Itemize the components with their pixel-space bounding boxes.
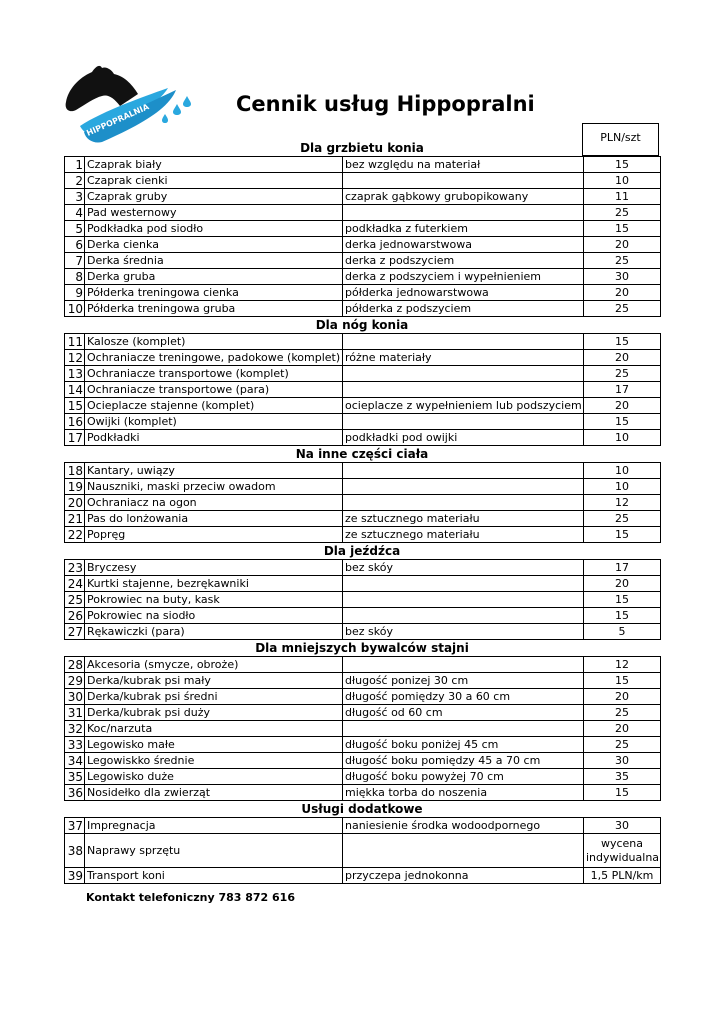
service-description (343, 592, 584, 608)
service-price: 1,5 PLN/km (584, 868, 661, 884)
service-price: 30 (584, 269, 661, 285)
table-row (65, 269, 661, 285)
service-price: 25 (584, 301, 661, 317)
service-description: bez skóy (343, 624, 584, 640)
service-name: Derka gruba (85, 269, 343, 285)
service-description: długość od 60 cm (343, 705, 584, 721)
service-name: Czaprak biały (85, 157, 343, 173)
row-number: 6 (65, 237, 85, 253)
service-description (343, 382, 584, 398)
service-price: 35 (584, 769, 661, 785)
table-row (65, 382, 661, 398)
service-price: 15 (584, 157, 661, 173)
table-row (65, 785, 661, 801)
row-number: 15 (65, 398, 85, 414)
table-row (65, 753, 661, 769)
service-price: 20 (584, 576, 661, 592)
service-description: różne materiały (343, 350, 584, 366)
service-price: 10 (584, 463, 661, 479)
table-row (65, 463, 661, 479)
service-name: Popręg (85, 527, 343, 543)
section-title: Dla jeźdźca (323, 544, 401, 558)
service-description (343, 495, 584, 511)
row-number: 16 (65, 414, 85, 430)
table-row (65, 495, 661, 511)
price-table (64, 462, 661, 543)
service-price: 25 (584, 705, 661, 721)
service-price: 25 (584, 253, 661, 269)
table-row (65, 430, 661, 446)
row-number: 25 (65, 592, 85, 608)
service-description: przyczepa jednokonna (343, 868, 584, 884)
row-number: 22 (65, 527, 85, 543)
price-list (64, 140, 660, 884)
row-number: 20 (65, 495, 85, 511)
table-row (65, 366, 661, 382)
service-price: 15 (584, 527, 661, 543)
service-description (343, 479, 584, 495)
table-row (65, 592, 661, 608)
service-price: 25 (584, 366, 661, 382)
service-name: Naprawy sprzętu (85, 834, 343, 868)
service-name: Półderka treningowa gruba (85, 301, 343, 317)
service-price: 30 (584, 818, 661, 834)
service-description: ocieplacze z wypełnieniem lub podszyciem (343, 398, 584, 414)
section-title: Na inne części ciała (295, 447, 429, 461)
service-price: 11 (584, 189, 661, 205)
table-row (65, 721, 661, 737)
row-number: 4 (65, 205, 85, 221)
table-row (65, 511, 661, 527)
service-description: półderka jednowarstwowa (343, 285, 584, 301)
row-number: 14 (65, 382, 85, 398)
service-description (343, 463, 584, 479)
table-row (65, 673, 661, 689)
service-name: Owijki (komplet) (85, 414, 343, 430)
row-number: 19 (65, 479, 85, 495)
service-description: derka z podszyciem (343, 253, 584, 269)
table-row (65, 334, 661, 350)
service-description (343, 721, 584, 737)
row-number: 1 (65, 157, 85, 173)
service-price: 20 (584, 689, 661, 705)
service-description: ze sztucznego materiału (343, 527, 584, 543)
row-number: 3 (65, 189, 85, 205)
row-number: 18 (65, 463, 85, 479)
row-number: 12 (65, 350, 85, 366)
service-price: 17 (584, 560, 661, 576)
service-description: długość boku powyżej 70 cm (343, 769, 584, 785)
row-number: 8 (65, 269, 85, 285)
service-name: Ochraniacze transportowe (komplet) (85, 366, 343, 382)
table-row (65, 414, 661, 430)
table-row (65, 205, 661, 221)
table-row (65, 737, 661, 753)
row-number: 27 (65, 624, 85, 640)
service-price: 15 (584, 608, 661, 624)
table-row (65, 560, 661, 576)
service-name: Pokrowiec na siodło (85, 608, 343, 624)
service-description: półderka z podszyciem (343, 301, 584, 317)
service-name: Kantary, uwiązy (85, 463, 343, 479)
service-price: 12 (584, 495, 661, 511)
row-number: 9 (65, 285, 85, 301)
table-row (65, 253, 661, 269)
table-row (65, 705, 661, 721)
service-name: Czaprak gruby (85, 189, 343, 205)
table-row (65, 189, 661, 205)
service-name: Półderka treningowa cienka (85, 285, 343, 301)
service-description: derka jednowarstwowa (343, 237, 584, 253)
table-row (65, 689, 661, 705)
table-row (65, 818, 661, 834)
service-price: 15 (584, 221, 661, 237)
service-description (343, 608, 584, 624)
row-number: 31 (65, 705, 85, 721)
service-name: Podkładka pod siodło (85, 221, 343, 237)
row-number: 29 (65, 673, 85, 689)
service-name: Rękawiczki (para) (85, 624, 343, 640)
price-table (64, 656, 661, 801)
table-row (65, 285, 661, 301)
service-name: Pad westernowy (85, 205, 343, 221)
service-name: Transport koni (85, 868, 343, 884)
service-description (343, 576, 584, 592)
row-number: 13 (65, 366, 85, 382)
service-name: Derka średnia (85, 253, 343, 269)
row-number: 38 (65, 834, 85, 868)
row-number: 32 (65, 721, 85, 737)
row-number: 11 (65, 334, 85, 350)
service-name: Derka cienka (85, 237, 343, 253)
service-price: 15 (584, 592, 661, 608)
service-price: 5 (584, 624, 661, 640)
row-number: 35 (65, 769, 85, 785)
row-number: 7 (65, 253, 85, 269)
service-price: 10 (584, 479, 661, 495)
table-row (65, 527, 661, 543)
table-row (65, 769, 661, 785)
price-table (64, 156, 661, 317)
row-number: 5 (65, 221, 85, 237)
service-name: Czaprak cienki (85, 173, 343, 189)
service-description (343, 205, 584, 221)
service-name: Ochraniacz na ogon (85, 495, 343, 511)
table-row (65, 173, 661, 189)
row-number: 2 (65, 173, 85, 189)
service-price: 20 (584, 398, 661, 414)
service-price: 20 (584, 285, 661, 301)
service-description: bez skóy (343, 560, 584, 576)
section-title: Usługi dodatkowe (301, 802, 423, 816)
service-description: długość ponizej 30 cm (343, 673, 584, 689)
service-price: 15 (584, 414, 661, 430)
service-name: Bryczesy (85, 560, 343, 576)
service-name: Legowisko duże (85, 769, 343, 785)
service-price: 10 (584, 173, 661, 189)
row-number: 28 (65, 657, 85, 673)
service-description: długość boku pomiędzy 45 a 70 cm (343, 753, 584, 769)
row-number: 34 (65, 753, 85, 769)
service-description: długość pomiędzy 30 a 60 cm (343, 689, 584, 705)
service-description (343, 173, 584, 189)
price-table (64, 333, 661, 446)
service-description (343, 414, 584, 430)
table-row (65, 868, 661, 884)
service-name: Koc/narzuta (85, 721, 343, 737)
row-number: 33 (65, 737, 85, 753)
table-row (65, 576, 661, 592)
service-name: Kalosze (komplet) (85, 334, 343, 350)
service-description (343, 366, 584, 382)
service-name: Pas do lonżowania (85, 511, 343, 527)
table-row (65, 608, 661, 624)
service-description: derka z podszyciem i wypełnieniem (343, 269, 584, 285)
service-price: 12 (584, 657, 661, 673)
table-row (65, 624, 661, 640)
service-name: Derka/kubrak psi mały (85, 673, 343, 689)
service-price: 10 (584, 430, 661, 446)
service-description: miękka torba do noszenia (343, 785, 584, 801)
table-row (65, 237, 661, 253)
row-number: 26 (65, 608, 85, 624)
service-name: Ochraniacze transportowe (para) (85, 382, 343, 398)
service-name: Derka/kubrak psi średni (85, 689, 343, 705)
service-price: 25 (584, 511, 661, 527)
service-description: czaprak gąbkowy grubopikowany (343, 189, 584, 205)
row-number: 39 (65, 868, 85, 884)
table-row (65, 157, 661, 173)
service-name: Legowiskko średnie (85, 753, 343, 769)
row-number: 36 (65, 785, 85, 801)
service-price: 15 (584, 673, 661, 689)
service-description: podkładki pod owijki (343, 430, 584, 446)
table-row (65, 221, 661, 237)
table-row (65, 834, 661, 868)
service-price: 20 (584, 237, 661, 253)
service-price: 15 (584, 785, 661, 801)
service-price: 15 (584, 334, 661, 350)
service-name: Ocieplacze stajenne (komplet) (85, 398, 343, 414)
table-row (65, 350, 661, 366)
service-price: 25 (584, 205, 661, 221)
table-row (65, 657, 661, 673)
unit-header: PLN/szt (582, 123, 659, 156)
service-name: Legowisko małe (85, 737, 343, 753)
row-number: 23 (65, 560, 85, 576)
service-name: Derka/kubrak psi duży (85, 705, 343, 721)
row-number: 21 (65, 511, 85, 527)
table-row (65, 301, 661, 317)
contact-info: Kontakt telefoniczny 783 872 616 (86, 891, 295, 904)
service-description (343, 657, 584, 673)
service-description: bez względu na materiał (343, 157, 584, 173)
section-title: Dla nóg konia (315, 318, 409, 332)
service-name: Pokrowiec na buty, kask (85, 592, 343, 608)
table-row (65, 398, 661, 414)
service-description: naniesienie środka wodoodpornego (343, 818, 584, 834)
row-number: 24 (65, 576, 85, 592)
service-name: Ochraniacze treningowe, padokowe (komplet) (85, 350, 343, 366)
row-number: 10 (65, 301, 85, 317)
price-table (64, 817, 661, 884)
service-description: długość boku poniżej 45 cm (343, 737, 584, 753)
page-title: Cennik usług Hippopralni (236, 92, 535, 116)
row-number: 17 (65, 430, 85, 446)
service-price: 20 (584, 350, 661, 366)
section-title: Dla mniejszych bywalców stajni (255, 641, 469, 655)
table-row (65, 479, 661, 495)
service-name: Akcesoria (smycze, obroże) (85, 657, 343, 673)
service-description: ze sztucznego materiału (343, 511, 584, 527)
service-price: 25 (584, 737, 661, 753)
service-name: Nauszniki, maski przeciw owadom (85, 479, 343, 495)
row-number: 30 (65, 689, 85, 705)
service-price: 20 (584, 721, 661, 737)
price-table (64, 559, 661, 640)
service-description (343, 834, 584, 868)
section-title: Dla grzbietu konia (300, 141, 424, 155)
service-name: Kurtki stajenne, bezrękawniki (85, 576, 343, 592)
service-price: 30 (584, 753, 661, 769)
row-number: 37 (65, 818, 85, 834)
service-price: wycena indywidualna (584, 834, 661, 868)
service-price: 17 (584, 382, 661, 398)
service-description (343, 334, 584, 350)
service-name: Podkładki (85, 430, 343, 446)
service-name: Impregnacja (85, 818, 343, 834)
service-description: podkładka z futerkiem (343, 221, 584, 237)
logo-text: HIPPOPRALNIA (85, 102, 151, 138)
service-name: Nosidełko dla zwierząt (85, 785, 343, 801)
